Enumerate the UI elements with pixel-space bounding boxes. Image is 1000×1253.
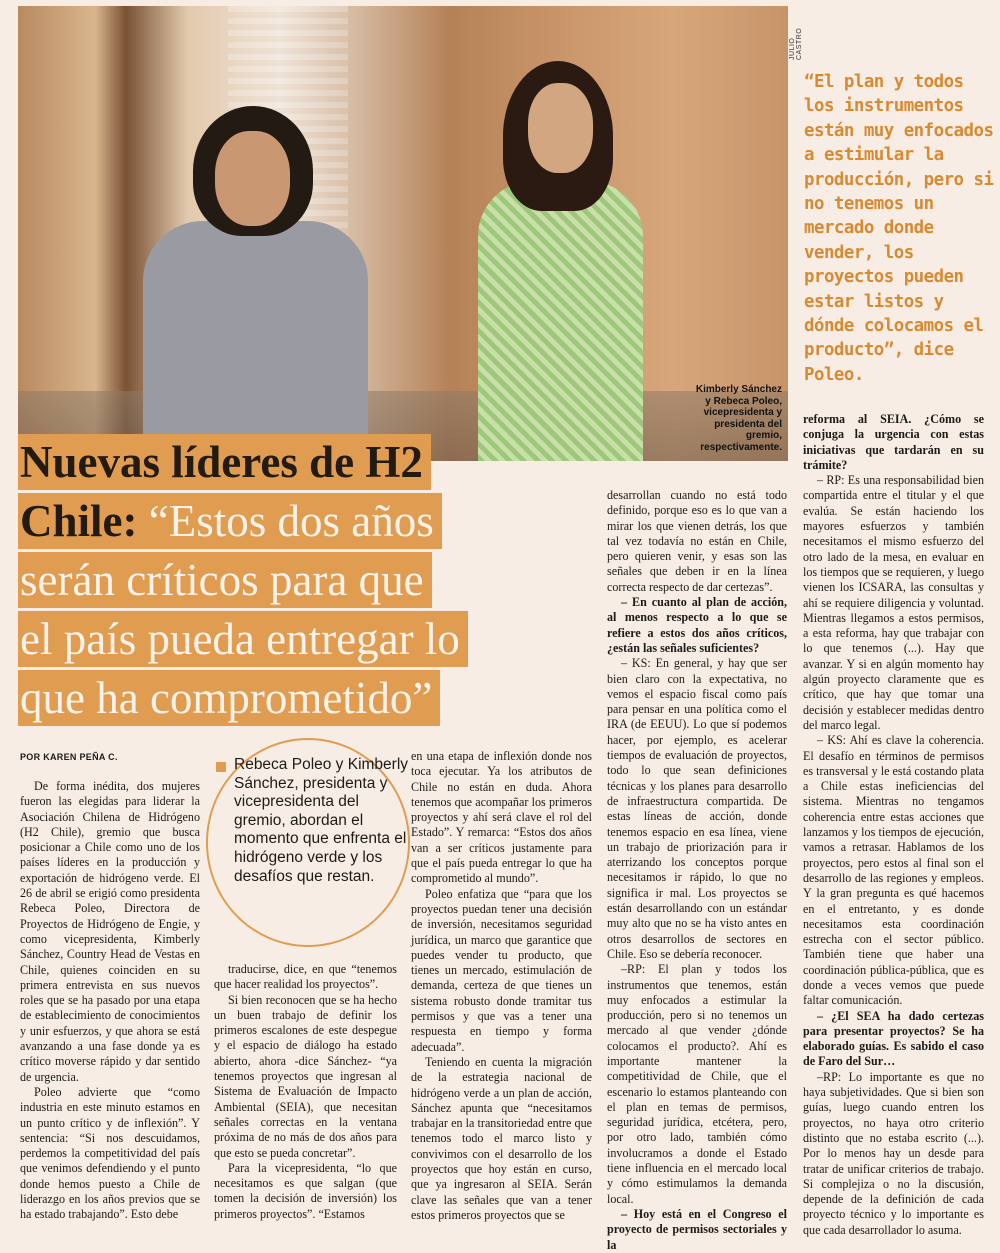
interview-question: – En cuanto al plan de acción, al menos respecto a lo que se refiere a estos dos años críticos, ¿están las señales suficientes? [607,595,787,655]
paragraph: – KS: En general, y hay que ser bien claro con la expectativa, no vemos el espacio fiscal como país para pensar en una política como el IRA (de EEUU). Lo que sí podemos hacer, por ejemplo, es acelerar tiempos de evaluación de proyectos, todo lo que sean definiciones técnicas y los planes para desarrollo de infraestructura compartida. De estas líneas de acción, donde tenemos espacio en esa línea, viene un trabajo de priorización para ir aterrizando los conceptos porque necesitamos ir rápido, lo que no significa ir mal. Los proyectos se están desarrollando con un estándar muy alto que no se ha visto antes en otros desarrollos de sectores en Chile. Eso se debería reconocer. [607,656,787,961]
paragraph: – RP: Es una responsabilidad bien compartida entre el titular y el que evalúa. Se están haciendo los mayores esfuerzos y también necesitamos el mismo esfuerzo del otro lado de la mesa, en evaluar en los tiempos que se requieren, y luego vienen los ICSARA, las consultas y ahí se requiere diligencia y voluntad. Mientras llegamos a estos permisos, a esta reforma, hay que trabajar con lo que tenemos (...). Hay que avanzar. Y si en algún momento hay algún proyecto claramente que es crítico, que hay que tomar una decisión y establecer medidas dentro del marco legal. [803,473,984,732]
interview-question: reforma al SEIA. ¿Cómo se conjuga la urgencia con estas iniciativas que tardarán en su trámite? [803,412,984,472]
paragraph: Poleo enfatiza que “para que los proyectos puedan tener una decisión de inversión, necesitamos seguridad jurídica, un marco que garantice que puedes vender tu producto, que tienes un mercado, estimulación de demanda, certeza de que tienes un sistema robusto donde tramitar tus permisos y que vas a tener una respuesta en tiempo y forma adecuada”. [411,886,592,1054]
headline-line-1: Nuevas líderes de H2 [18,434,431,490]
photo-caption: Kimberly Sánchez y Rebeca Poleo, vicepresidenta y presidenta del gremio, respectivamente. [695,384,782,453]
interview-question: – Hoy está en el Congreso el proyecto de permisos sectoriales y la [607,1206,787,1252]
headline-line-3: serán críticos para que [18,552,432,608]
paragraph: en una etapa de inflexión donde nos toca ejecutar. Ya los atributos de Chile no están en duda. Ahora tenemos que acompañar los primeros proyectos y ahí será clave el rol del Estado”. Y remarca: “Estos dos años van a ser críticos justamente para que el país pueda entregar lo que ha comprometido al mundo”. [411,749,592,886]
column-4 [607,488,787,1253]
paragraph: Poleo advierte que “como industria en este minuto estamos en un punto crítico y de inflexión”. Y sentencia: “Si nos descuidamos, perdemos la competitividad del país que venimos defendiendo y el punto donde hemos puesto a Chile de liderazgo en los años previos que se ha estado trabajando”. Esto debe [20,1084,200,1222]
headline [18,434,618,729]
person-rebeca-poleo [133,106,363,461]
article-photo [18,6,788,461]
lead-box [214,740,409,945]
column-3 [411,749,592,1223]
lead-text: Rebeca Poleo y Kimberly Sánchez, presidenta y vicepresidenta del gremio, abordan el momento que enfrenta el hidrógeno verde y los desafíos que restan. [234,756,409,885]
paragraph: Si bien reconocen que se ha hecho un buen trabajo de definir los primeros escalones de este despegue y el espacio de diálogo ha estado abierto, ahora -dice Sánchez- “ya tenemos proyectos que ingresan al Sistema de Evaluación de Impacto Ambiental (SEIA), que necesitan señales correctas en la ventana próxima de no más de dos años para que esto se pueda concretar”. [214,992,397,1160]
column-5 [803,412,984,1238]
photo-credit: JULIO CASTRO [789,27,803,60]
headline-line-4: el país pueda entregar lo [18,611,468,667]
paragraph: –RP: El plan y todos los instrumentos que tenemos, están muy enfocados a estimular la producción, pero si no tenemos un mercado al que vender ¿dónde colocamos el producto?. Ahí es importante mantener la competitividad de Chile, que el escenario lo estamos planteando con el plan en temas de permisos, seguridad jurídica, etcétera, pero, por otro lado, también cómo involucramos a donde el Estado tiene influencia en el mercado local y cómo estimulamos la demanda local. [607,962,787,1206]
headline-line-5: que ha comprometido” [18,670,440,726]
paragraph: traducirse, dice, en que “tenemos que hacer realidad los proyectos”. [214,962,397,992]
paragraph: Teniendo en cuenta la migración de la estrategia nacional de hidrógeno verde a un plan de acción, Sánchez apunta que “necesitamos trabajar en la transitoriedad entre que tenemos todo el marco listo y convivimos con el desarrollo de los proyectos que hoy están en curso, que ya ingresaron al SEIA. Serán clave las señales que van a tener estos primeros proyectos que se [411,1054,592,1222]
paragraph: De forma inédita, dos mujeres fueron las elegidas para liderar la Asociación Chilena de Hidrógeno (H2 Chile), gremio que busca posicionar a Chile como uno de los países líderes en la producción y exportación de hidrógeno verde. El 26 de abril se erigió como presidenta Rebeca Poleo, Directora de Proyectos de Hidrógeno de Engie, y como vicepresidenta, Kimberly Sánchez, Country Head de Vestas en Chile, quienes coinciden en su primera entrevista en sus nuevos roles que se ha pasado por una etapa de establecimiento de conocimientos y unir esfuerzos, y que ahora se está avanzando a una fase donde ya es crítico moverse rápido y dar sentido de urgencia. [20,779,200,1084]
paragraph: Para la vicepresidenta, “lo que necesitamos es que salgan (que tomen la decisión de inversión) los primeros proyectos”. “Estamos [214,1160,397,1221]
person-kimberly-sanchez [473,61,648,461]
pull-quote: “El plan y todos los instrumentos están muy enfocados a estimular la producción, pero si no tenemos un mercado donde vender, los proyectos pueden estar listos y dónde colocamos el producto”, dice Poleo. [804,72,994,385]
paragraph: – KS: Ahí es clave la coherencia. El desafío en términos de permisos es transversal y le está costando plata a Chile estas ineficiencias del sistema. Mientras no tengamos coherencia entre estas acciones que lanzamos y los tiempos de ejecución, vamos a retrasar. Hablamos de los proyectos, pero estos al final son el desarrollo de las regiones y empleos. Y la gran pregunta es qué hacemos en el entretanto, y es donde necesitamos esta coordinación estrecha con el sector público. También tiene que haber una coordinación pública-pública, que es donde a veces vemos que puede faltar comunicación. [803,733,984,1008]
paragraph: desarrollan cuando no está todo definido, porque eso es lo que van a mirar los que vienen detrás, los que tal vez todavía no están en Chile, pero quieren venir, y esas son las señales que deben ir en la línea correcta respecto de dar certezas”. [607,488,787,594]
column-2 [214,962,397,1222]
lead-square-icon [216,762,226,772]
interview-question: – ¿El SEA ha dado certezas para presentar proyectos? Se ha elaborado guías. Es sabido el caso de Faro del Sur… [803,1008,984,1069]
paragraph: –RP: Lo importante es que no haya subjetividades. Que si bien son guías, luego cuando entren los proyectos, no haya otro criterio distinto que no estaba escrito (...). Por lo menos hay un desde para tratar de unificar criterios de trabajo. Si complejiza o no la discusión, depende de la definición de cada proyecto técnico y lo importante es que cada desarrollador lo asuma. [803,1069,984,1237]
byline: POR KAREN PEÑA C. [20,752,118,762]
column-1 [20,779,200,1223]
headline-line-2: Chile: “Estos dos años [18,493,442,549]
